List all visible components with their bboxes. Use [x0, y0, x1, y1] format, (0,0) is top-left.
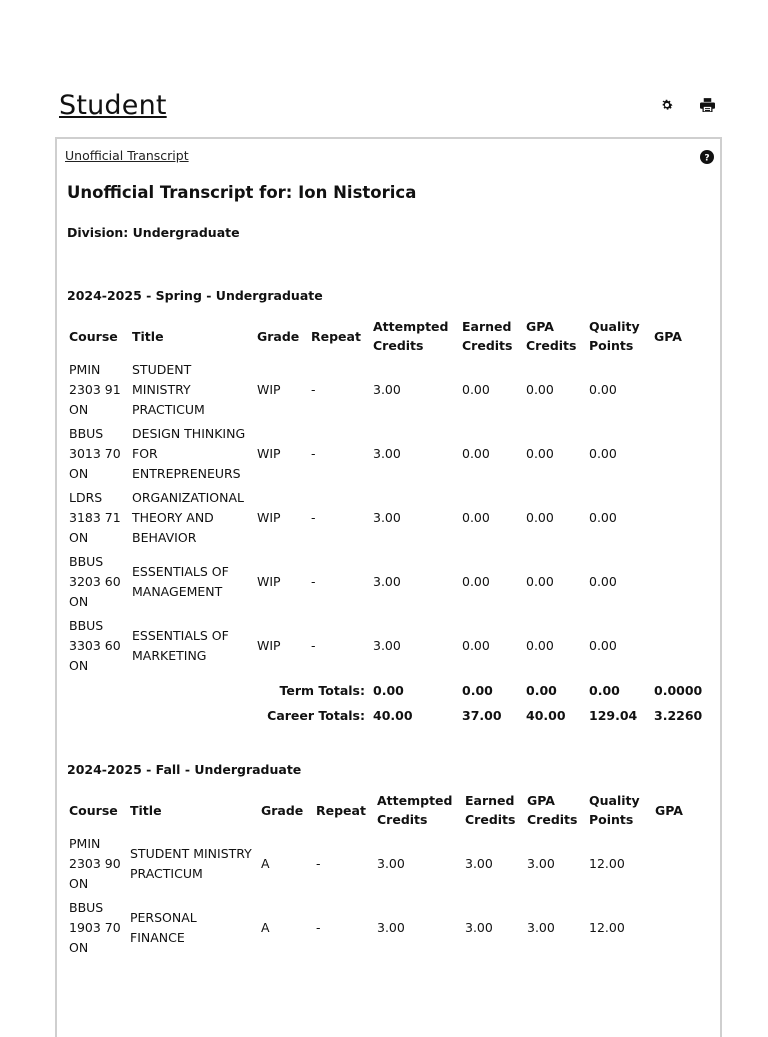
totals-label: Term Totals:: [279, 682, 365, 698]
course-code: PMIN 2303 91 ON: [69, 362, 121, 417]
course-table: [65, 788, 683, 960]
course-title: ESSENTIALS OF MANAGEMENT: [132, 564, 229, 599]
course-code: PMIN 2303 90 ON: [69, 836, 121, 891]
career-totals-row: [65, 703, 705, 728]
gpa: [651, 832, 655, 896]
term-title: 2024-2025 - Fall - Undergraduate: [67, 762, 302, 777]
gpa-credits: 0.00: [526, 682, 557, 698]
table-row: [65, 422, 705, 486]
attempted-credits: 3.00: [373, 574, 401, 589]
grade: A: [261, 856, 270, 871]
unofficial-transcript-link[interactable]: Unofficial Transcript: [65, 148, 189, 163]
column-header: Attempted Credits: [377, 793, 453, 827]
quality-points: 0.00: [589, 446, 617, 461]
attempted-credits: 3.00: [373, 446, 401, 461]
course-title: PERSONAL FINANCE: [130, 910, 197, 945]
repeat: -: [311, 510, 316, 525]
column-header: Earned Credits: [462, 319, 513, 353]
gpa: [650, 486, 705, 550]
svg-text:?: ?: [704, 153, 710, 164]
gpa-credits: 3.00: [527, 856, 555, 871]
earned-credits: 3.00: [465, 856, 493, 871]
course-title: ORGANIZATIONAL THEORY AND BEHAVIOR: [132, 490, 244, 545]
column-header: Course: [69, 328, 118, 344]
attempted-credits: 0.00: [373, 682, 404, 698]
course-code: BBUS 3203 60 ON: [69, 554, 121, 609]
course-table: [65, 314, 705, 728]
gpa-credits: 0.00: [526, 638, 554, 653]
term-title: 2024-2025 - Spring - Undergraduate: [67, 288, 323, 303]
quality-points: 0.00: [589, 510, 617, 525]
repeat: -: [311, 446, 316, 461]
column-header: Course: [69, 802, 118, 818]
column-header: GPA: [655, 802, 683, 818]
gpa: 0.0000: [654, 682, 703, 698]
grade: WIP: [257, 638, 281, 653]
page-title: Student: [59, 90, 167, 122]
column-header: Grade: [257, 328, 300, 344]
quality-points: 12.00: [589, 856, 625, 871]
column-header: Title: [130, 802, 162, 818]
gpa-credits: 0.00: [526, 382, 554, 397]
attempted-credits: 3.00: [373, 638, 401, 653]
repeat: -: [311, 382, 316, 397]
earned-credits: 0.00: [462, 638, 490, 653]
grade: WIP: [257, 574, 281, 589]
question-circle-icon[interactable]: [700, 149, 714, 163]
attempted-credits: 3.00: [373, 510, 401, 525]
transcript-panel: [55, 137, 722, 1037]
earned-credits: 37.00: [462, 707, 502, 723]
column-header: Title: [132, 328, 164, 344]
column-header: GPA Credits: [526, 319, 577, 353]
gpa: 3.2260: [654, 707, 703, 723]
gpa: [650, 614, 705, 678]
grade: A: [261, 920, 270, 935]
column-header: Repeat: [316, 802, 366, 818]
quality-points: 12.00: [589, 920, 625, 935]
column-header: Quality Points: [589, 319, 640, 353]
gpa: [650, 422, 705, 486]
course-title: ESSENTIALS OF MARKETING: [132, 628, 229, 663]
course-code: BBUS 1903 70 ON: [69, 900, 121, 955]
quality-points: 129.04: [589, 707, 638, 723]
column-header: GPA: [654, 328, 682, 344]
table-row: [65, 896, 655, 960]
totals-label: Career Totals:: [267, 707, 365, 723]
column-header: Grade: [261, 802, 304, 818]
gpa-credits: 0.00: [526, 446, 554, 461]
attempted-credits: 40.00: [373, 707, 413, 723]
column-header: Earned Credits: [465, 793, 516, 827]
earned-credits: 3.00: [465, 920, 493, 935]
repeat: -: [311, 574, 316, 589]
grade: WIP: [257, 446, 281, 461]
earned-credits: 0.00: [462, 382, 490, 397]
course-code: LDRS 3183 71 ON: [69, 490, 121, 545]
course-title: DESIGN THINKING FOR ENTREPRENEURS: [132, 426, 246, 481]
attempted-credits: 3.00: [373, 382, 401, 397]
table-row: [65, 486, 705, 550]
course-title: STUDENT MINISTRY PRACTICUM: [132, 362, 205, 417]
column-header: Attempted Credits: [373, 319, 449, 353]
quality-points: 0.00: [589, 574, 617, 589]
print-icon[interactable]: [698, 96, 716, 114]
table-header-row: [65, 314, 705, 358]
gpa-credits: 40.00: [526, 707, 566, 723]
column-header: GPA Credits: [527, 793, 578, 827]
table-header-row: [65, 788, 655, 832]
gpa: [650, 358, 705, 422]
repeat: -: [311, 638, 316, 653]
earned-credits: 0.00: [462, 510, 490, 525]
table-row: [65, 550, 705, 614]
gpa: [650, 550, 705, 614]
term-totals-row: [65, 678, 705, 703]
earned-credits: 0.00: [462, 574, 490, 589]
course-title: STUDENT MINISTRY PRACTICUM: [130, 846, 252, 881]
quality-points: 0.00: [589, 638, 617, 653]
quality-points: 0.00: [589, 382, 617, 397]
gpa-credits: 0.00: [526, 574, 554, 589]
attempted-credits: 3.00: [377, 920, 405, 935]
table-row: [65, 614, 705, 678]
quality-points: 0.00: [589, 682, 620, 698]
gpa: [651, 896, 655, 960]
table-row: [65, 358, 705, 422]
earned-credits: 0.00: [462, 682, 493, 698]
grade: WIP: [257, 382, 281, 397]
division-label: Division: Undergraduate: [67, 225, 240, 240]
page-toolbar: [658, 96, 716, 114]
repeat: -: [316, 920, 321, 935]
gpa-credits: 3.00: [527, 920, 555, 935]
repeat: -: [316, 856, 321, 871]
earned-credits: 0.00: [462, 446, 490, 461]
grade: WIP: [257, 510, 281, 525]
table-row: [65, 832, 655, 896]
transcript-title: Unofficial Transcript for: Ion Nistorica: [67, 183, 417, 202]
attempted-credits: 3.00: [377, 856, 405, 871]
gpa-credits: 0.00: [526, 510, 554, 525]
column-header: Repeat: [311, 328, 361, 344]
column-header: Quality Points: [589, 793, 640, 827]
gear-icon[interactable]: [658, 96, 676, 114]
course-code: BBUS 3013 70 ON: [69, 426, 121, 481]
course-code: BBUS 3303 60 ON: [69, 618, 121, 673]
